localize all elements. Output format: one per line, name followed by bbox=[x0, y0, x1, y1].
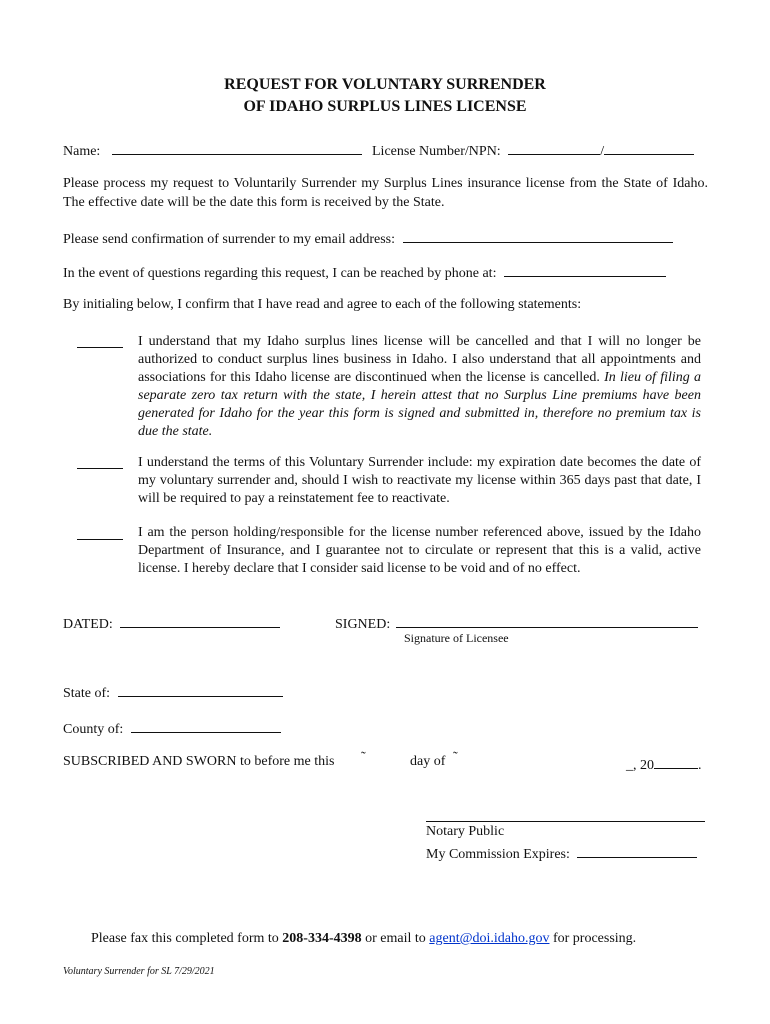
county-row bbox=[63, 718, 281, 738]
email-label: Please send confirmation of surrender to my email address: bbox=[63, 232, 396, 247]
state-label: State of: bbox=[63, 686, 111, 701]
statement-1 bbox=[138, 333, 701, 441]
initial-intro: By initialing below, I confirm that I have read and agree to each of the following statements: bbox=[63, 297, 582, 312]
form-title-line1: REQUEST FOR VOLUNTARY SURRENDER bbox=[224, 76, 546, 93]
fax-prefix: Please fax this completed form to bbox=[91, 931, 279, 946]
dated-field[interactable] bbox=[120, 613, 280, 628]
year-suffix: . bbox=[698, 758, 702, 773]
initial-field-3[interactable] bbox=[77, 539, 123, 540]
sworn-mark-2: ˜ bbox=[453, 750, 458, 765]
signed-label: SIGNED: bbox=[335, 617, 391, 632]
commission-row bbox=[426, 843, 697, 863]
footer-text: Voluntary Surrender for SL 7/29/2021 bbox=[63, 966, 215, 977]
dated-row bbox=[63, 613, 280, 633]
year-row bbox=[626, 754, 702, 774]
phone-label: In the event of questions regarding this request, I can be reached by phone at: bbox=[63, 266, 497, 281]
notary-signature-line[interactable] bbox=[426, 821, 705, 822]
license-row bbox=[372, 140, 694, 160]
signed-row bbox=[335, 613, 698, 633]
signature-field[interactable] bbox=[396, 613, 698, 628]
initial-field-2[interactable] bbox=[77, 468, 123, 469]
license-separator: / bbox=[600, 144, 605, 159]
commission-field[interactable] bbox=[577, 843, 697, 858]
name-row bbox=[63, 140, 362, 160]
intro-paragraph: Please process my request to Voluntarily Surrender my Surplus Lines insurance license from the State of Idaho. The effective date will be the date this form is received by the State. bbox=[63, 176, 708, 210]
sworn-label: SUBSCRIBED AND SWORN to before me this bbox=[63, 754, 335, 769]
notary-label: Notary Public bbox=[426, 824, 505, 839]
dated-label: DATED: bbox=[63, 617, 113, 632]
name-label: Name: bbox=[63, 144, 101, 159]
fax-middle: or email to bbox=[365, 931, 426, 946]
statement-2: I understand the terms of this Voluntary Surrender include: my expiration date becomes the date of my voluntary surrender and, should I wish to reactivate my license within 365 days past that date, I will be required to pay a reinstatement fee to reactivate. bbox=[138, 455, 701, 506]
email-field[interactable] bbox=[403, 228, 673, 243]
statement-1-italic: In lieu of filing a separate zero tax return with the state, I herein attest that no Surplus Line premiums have been generated for Idaho for the year this form is signed and submitted in, therefore no premium tax is due the state. bbox=[138, 370, 702, 439]
statement-3: I am the person holding/responsible for the license number referenced above, issued by the Idaho Department of Insurance, and I guarantee not to circulate or represent that this is a valid, active license. I hereby declare that I consider said license to be void and of no effect. bbox=[138, 525, 701, 576]
county-label: County of: bbox=[63, 722, 124, 737]
phone-row bbox=[63, 262, 666, 282]
year-prefix: _, 20 bbox=[626, 758, 654, 773]
npn-field[interactable] bbox=[604, 140, 694, 155]
license-label: License Number/NPN: bbox=[372, 144, 501, 159]
email-link[interactable]: agent@doi.idaho.gov bbox=[429, 931, 550, 946]
county-field[interactable] bbox=[131, 718, 281, 733]
sworn-mark-1: ˜ bbox=[361, 750, 366, 765]
fax-number: 208-334-4398 bbox=[282, 931, 362, 946]
phone-field[interactable] bbox=[504, 262, 666, 277]
state-row bbox=[63, 682, 283, 702]
commission-label: My Commission Expires: bbox=[426, 847, 570, 862]
initial-field-1[interactable] bbox=[77, 347, 123, 348]
signature-caption: Signature of Licensee bbox=[404, 631, 509, 645]
fax-instruction bbox=[91, 931, 636, 947]
fax-suffix: for processing. bbox=[552, 931, 637, 946]
statement-1-text: I understand that my Idaho surplus lines license will be cancelled and that I will no longer be authorized to conduct surplus lines business in Idaho. I also understand that all appointments and associations for this Idaho license are discontinued when the license is cancelled. bbox=[138, 334, 701, 385]
license-number-field[interactable] bbox=[508, 140, 600, 155]
form-title-line2: OF IDAHO SURPLUS LINES LICENSE bbox=[243, 98, 527, 115]
year-field[interactable] bbox=[654, 754, 698, 769]
email-row bbox=[63, 228, 673, 248]
name-field[interactable] bbox=[112, 140, 362, 155]
day-label: day of bbox=[410, 754, 446, 769]
state-field[interactable] bbox=[118, 682, 283, 697]
